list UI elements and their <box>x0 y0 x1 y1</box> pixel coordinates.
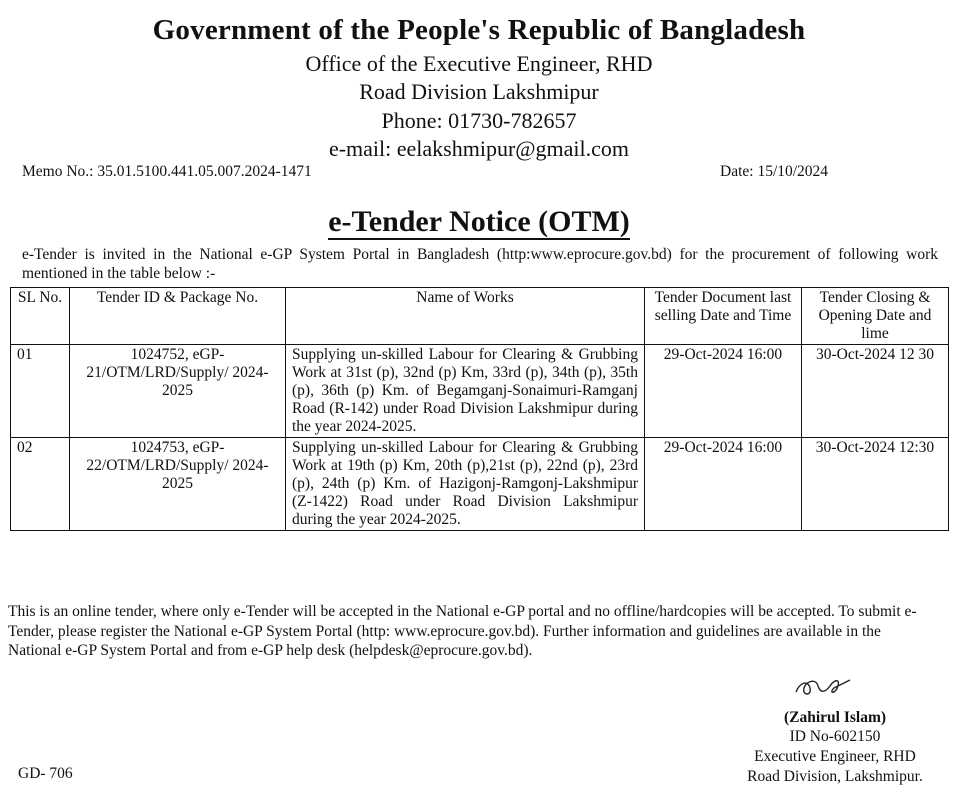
signatory-office: Road Division, Lakshmipur. <box>747 768 923 785</box>
table-header-row <box>11 288 949 345</box>
notice-date: Date: 15/10/2024 <box>720 163 829 180</box>
header-name-of-works: Name of Works <box>286 288 645 345</box>
memo-number: Memo No.: 35.01.5100.441.05.007.2024-1471 <box>22 163 312 180</box>
row-name-of-works: Supplying un-skilled Labour for Clearing & Grubbing Work at 19th (p) Km, 20th (p),21st (p), 22nd (p), 23rd (p), 24th (p) Km. of Hazigonj-Ramgonj-Lakshmipur (Z-1422) Road under Road Division Lakshmipur during the year 2024-2025. <box>286 438 645 531</box>
table-row <box>11 438 949 531</box>
phone-line: Phone: 01730-782657 <box>381 108 577 133</box>
gd-number: GD- 706 <box>18 765 73 782</box>
government-heading: Government of the People's Republic of Bangladesh <box>152 14 806 46</box>
signature-icon <box>790 672 860 702</box>
division-line: Road Division Lakshmipur <box>359 79 599 104</box>
tender-table <box>10 287 949 531</box>
row-sl: 01 <box>11 345 70 438</box>
row-document-date: 29-Oct-2024 16:00 <box>645 438 802 531</box>
header-closing-date: Tender Closing & Opening Date and lime <box>802 288 949 345</box>
notice-title <box>0 205 958 239</box>
notice-title-text: e-Tender Notice (OTM) <box>328 205 630 238</box>
header-document-date: Tender Document last selling Date and Time <box>645 288 802 345</box>
header-sl: SL No. <box>11 288 70 345</box>
row-name-of-works: Supplying un-skilled Labour for Clearing & Grubbing Work at 31st (p), 32nd (p) Km, 33rd (p), 34th (p), 35th (p), 36th (p) Km. of Begamganj-Sonaimuri-Ramganj Road (R-142) under Road Division Lakshmipur during the year 2024-2025. <box>286 345 645 438</box>
row-closing-date: 30-Oct-2024 12:30 <box>802 438 949 531</box>
row-document-date: 29-Oct-2024 16:00 <box>645 345 802 438</box>
row-sl: 02 <box>11 438 70 531</box>
outro-paragraph: This is an online tender, where only e-Tender will be accepted in the National e-GP portal and no offline/hardcopies will be accepted. To submit e-Tender, please register the National e-GP System Portal (http: www.eprocure.gov.bd). Further information and guidelines are available in the National e-GP System Portal and from e-GP help desk (helpdesk@eprocure.gov.bd). <box>8 603 917 659</box>
intro-paragraph: e-Tender is invited in the National e-GP System Portal in Bangladesh (http:www.eprocure.gov.bd) for the procurement of following work mentioned in the table below :- <box>22 246 938 282</box>
signatory-designation: Executive Engineer, RHD <box>754 748 916 765</box>
table-row <box>11 345 949 438</box>
email-line: e-mail: eelakshmipur@gmail.com <box>328 136 630 161</box>
header-tender-id: Tender ID & Package No. <box>70 288 286 345</box>
signatory-name: (Zahirul Islam) <box>783 709 887 726</box>
row-closing-date: 30-Oct-2024 12 30 <box>802 345 949 438</box>
row-tender-id: 1024752, eGP-21/OTM/LRD/Supply/ 2024-2025 <box>70 345 286 438</box>
signatory-id: ID No-602150 <box>789 728 881 745</box>
row-tender-id: 1024753, eGP-22/OTM/LRD/Supply/ 2024-2025 <box>70 438 286 531</box>
office-line: Office of the Executive Engineer, RHD <box>305 51 653 76</box>
